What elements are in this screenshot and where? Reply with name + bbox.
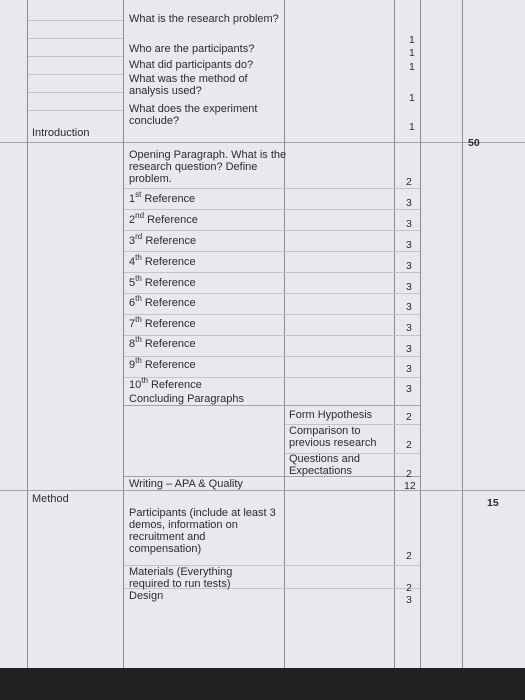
points-value: 3 (406, 363, 412, 375)
points-value: 3 (406, 383, 412, 395)
points-value: 1 (409, 34, 415, 46)
writing-quality-item: Writing – APA & Quality (129, 478, 243, 490)
points-value: 1 (409, 121, 415, 133)
reference-item: 8th Reference (129, 335, 196, 350)
row-divider (124, 377, 420, 378)
reference-item: 7th Reference (129, 315, 196, 330)
points-value: 3 (406, 197, 412, 209)
points-value: 3 (406, 218, 412, 230)
bottom-shadow-bar (0, 668, 525, 700)
concluding-subitem: Comparison to previous research (289, 425, 377, 449)
column-divider (123, 0, 124, 668)
points-value: 1 (409, 61, 415, 73)
row-divider (28, 38, 123, 39)
column-divider (462, 0, 463, 668)
points-value: 3 (406, 322, 412, 334)
abstract-item: What was the method of analysis used? (129, 73, 248, 97)
abstract-item: What is the research problem? (129, 13, 279, 25)
points-value: 2 (406, 550, 412, 562)
reference-item: 10th Reference (129, 376, 202, 391)
reference-item: 6th Reference (129, 294, 196, 309)
reference-item: 2nd Reference (129, 211, 198, 226)
column-divider (394, 0, 395, 668)
reference-item: 4th Reference (129, 253, 196, 268)
section-divider (0, 142, 525, 143)
concluding-paragraphs-item: Concluding Paragraphs (129, 393, 244, 405)
method-item: Materials (Everything required to run tests) (129, 566, 233, 590)
row-divider (124, 335, 420, 336)
section-label-introduction: Introduction (32, 127, 90, 139)
concluding-subitem: Questions and Expectations (289, 453, 360, 477)
section-total-method: 15 (487, 497, 499, 509)
section-divider (0, 490, 525, 491)
opening-paragraph-item: Opening Paragraph. What is the research question? Define problem. (129, 149, 287, 185)
concluding-subitem: Form Hypothesis (289, 409, 373, 421)
abstract-item: Who are the participants? (129, 43, 255, 55)
points-value: 3 (406, 260, 412, 272)
points-value: 2 (406, 411, 412, 423)
points-value: 1 (409, 47, 415, 59)
row-divider (124, 314, 420, 315)
column-divider (27, 0, 28, 668)
reference-item: 1st Reference (129, 190, 196, 205)
points-value: 3 (406, 281, 412, 293)
points-value: 1 (409, 92, 415, 104)
points-value: 2 (406, 582, 412, 594)
row-divider (124, 272, 420, 273)
row-divider (124, 188, 420, 189)
row-divider (28, 20, 123, 21)
abstract-item: What did participants do? (129, 59, 254, 71)
row-divider (28, 92, 123, 93)
points-value: 3 (406, 301, 412, 313)
reference-item: 5th Reference (129, 274, 196, 289)
points-value: 3 (406, 594, 412, 606)
abstract-item: What does the experiment conclude? (129, 103, 258, 127)
row-divider (124, 356, 420, 357)
column-divider (284, 0, 285, 668)
row-divider (124, 230, 420, 231)
row-divider (28, 110, 123, 111)
row-divider (124, 405, 420, 406)
points-value: 3 (406, 239, 412, 251)
row-divider (28, 74, 123, 75)
points-value: 2 (406, 176, 412, 188)
column-divider (420, 0, 421, 668)
section-total-introduction: 50 (468, 137, 480, 149)
section-label-method: Method (32, 493, 69, 505)
points-value: 12 (404, 480, 416, 492)
row-divider (28, 56, 123, 57)
method-item: Participants (include at least 3 demos, information on recruitment and compensation) (129, 507, 276, 555)
row-divider (124, 293, 420, 294)
points-value: 2 (406, 439, 412, 451)
row-divider (124, 209, 420, 210)
points-value: 3 (406, 343, 412, 355)
reference-item: 9th Reference (129, 356, 196, 371)
method-item: Design (129, 590, 164, 602)
reference-item: 3rd Reference (129, 232, 197, 247)
points-value: 2 (406, 468, 412, 480)
row-divider (124, 251, 420, 252)
